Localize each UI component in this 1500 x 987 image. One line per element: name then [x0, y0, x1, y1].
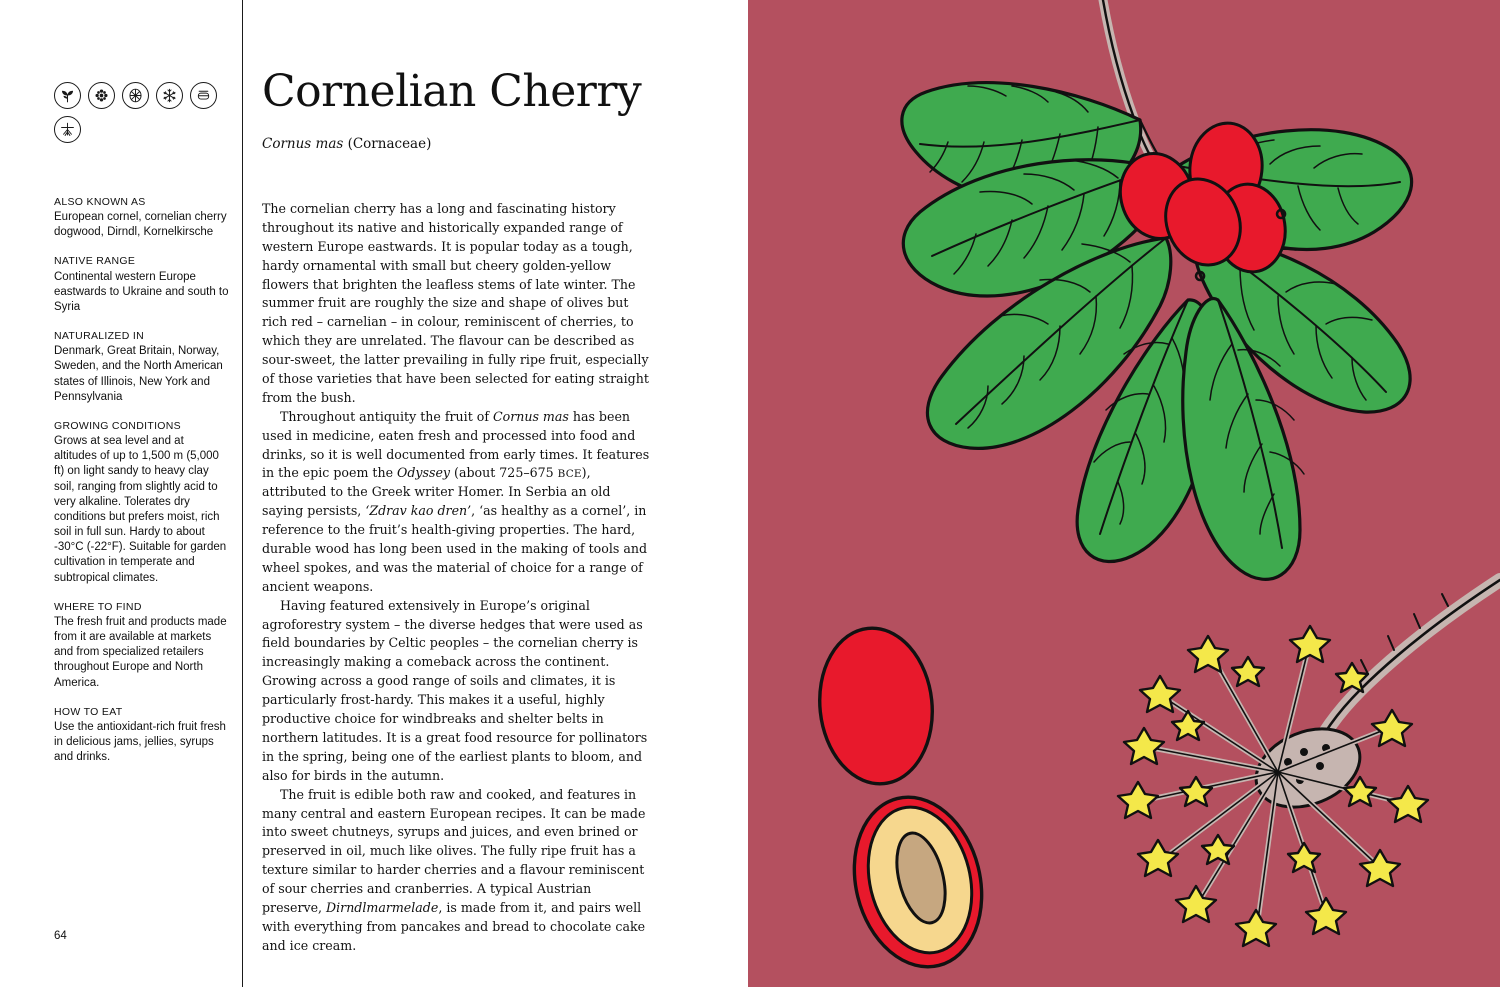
- snowflake-icon: [156, 82, 183, 109]
- p2-italic-species: Cornus mas: [493, 408, 569, 424]
- p2-text-d: ), attributed to the Greek writer Homer. In Serbia an old saying persists,: [262, 465, 611, 519]
- paragraph-3: Having featured extensively in Europe’s original agroforestry system – the diverse hedges that were used as field boundaries by Celtic peoples – the cornelian cherry is increasingly making a comeback across the continent. Growing across a good range of soils and climates, it is particularly frost-hardy. This makes it a useful, highly productive choice for windbreaks and shelter belts in northern latitudes. It is a great food resource for pollinators in the spring, being one of the earliest plants to bloom, and also for birds in the autumn.: [262, 597, 648, 783]
- page-number: 64: [54, 930, 67, 942]
- attribute-icon-row: [54, 82, 244, 143]
- sidebar-block: [54, 330, 229, 405]
- p4-italic-preserve: Dirndlmarmelade: [326, 899, 439, 915]
- p2-italic-serbian: ‘Zdrav kao dren’: [365, 503, 472, 519]
- p4-text-a: The fruit is edible both raw and cooked, and features in many central and eastern European recipes. It can be made into sweet chutneys, syrups and juices, and even brined or preserved in oil, much like olives. The fully ripe fruit has a texture similar to harder cherries and a flavour reminiscent of sour cherries and cranberries. A typical Austrian preserve,: [262, 786, 646, 915]
- p2-text-a: Throughout antiquity the fruit of: [280, 408, 493, 424]
- illustration-page: [748, 0, 1500, 987]
- p2-text-c: (about 725–675: [450, 465, 558, 481]
- seed-cluster-icon: [122, 82, 149, 109]
- p2-italic-odyssey: Odyssey: [397, 465, 451, 481]
- sidebar-block: [54, 420, 229, 586]
- p2-text-e: , ‘as healthy as a cornel’, in reference to the fruit’s health-giving properties. The hard, durable wood has long been used in the making of tools and wheel spokes, and was the material of choice for a range of ancient weapons.: [262, 503, 648, 594]
- species-family: (Cornaceae): [343, 136, 432, 152]
- sidebar-text: Continental western Europe eastwards to Ukraine and south to Syria: [54, 270, 229, 313]
- sidebar-label: NATURALIZED IN: [54, 330, 144, 343]
- sidebar-block: [54, 196, 229, 240]
- sidebar-text: Use the antioxidant-rich fruit fresh in delicious jams, jellies, syrups and drinks.: [54, 720, 226, 764]
- sidebar-text: European cornel, cornelian cherry dogwood, Dirndl, Kornelkirsche: [54, 211, 227, 239]
- sidebar-label: NATIVE RANGE: [54, 255, 136, 268]
- p2-smallcaps-bce: BCE: [557, 468, 582, 481]
- page-title: Cornelian Cherry: [262, 66, 642, 117]
- sidebar-label: HOW TO EAT: [54, 705, 123, 718]
- species-subtitle: [262, 136, 654, 152]
- left-page: [0, 0, 748, 987]
- cornelian-cherry-botanical-illustration: [748, 0, 1500, 987]
- paragraph-2: [262, 408, 654, 597]
- column-divider: [242, 0, 243, 987]
- sidebar-block: [54, 255, 229, 315]
- jar-icon: [190, 82, 217, 109]
- sidebar-label: ALSO KNOWN AS: [54, 196, 146, 208]
- flower-icon: [88, 82, 115, 109]
- paragraph-4: [262, 786, 654, 956]
- p4-text-b: , is made from it, and pairs well with everything from pancakes and bread to chocolate cake and ice cream.: [262, 899, 646, 953]
- sidebar-metadata: [54, 196, 229, 780]
- p2-text-b: has been used in medicine, eaten fresh and processed into food and drinks, so it is well documented from early times. It features in the epic poem the: [262, 408, 650, 481]
- sidebar-label: WHERE TO FIND: [54, 600, 142, 613]
- sidebar-text: The fresh fruit and products made from it are available at markets and from specialized retailers throughout Europe and North America.: [54, 615, 227, 689]
- leaf-sprig-icon: [54, 82, 81, 109]
- sidebar-block: [54, 601, 229, 691]
- paragraph-1: The cornelian cherry has a long and fascinating history throughout its native and historically expanded range of western Europe eastwards. It is popular today as a tough, hardy ornamental with small but cheery golden-yellow flowers that brighten the leafless stems of late winter. The summer fruit are roughly the size and shape of olives but rich red – carnelian – in colour, reminiscent of cherries, to which they are unrelated. The flavour can be described as sour-sweet, the latter prevailing in fully ripe fruit, especially of those varieties that have been selected for eating straight from the bush.: [262, 201, 649, 405]
- sidebar-text: Grows at sea level and at altitudes of up to 1,500 m (5,000 ft) on light sandy to heavy clay soil, ranging from slightly acid to very alkaline. Tolerates dry conditions but prefers moist, rich soil in full sun. Hardy to about -30°C (-22°F). Suitable for garden cultivation in temperate and subtropical climates.: [54, 435, 227, 584]
- root-system-icon: [54, 116, 81, 143]
- sidebar-block: [54, 706, 229, 766]
- article-body: [262, 200, 654, 956]
- sidebar-label: GROWING CONDITIONS: [54, 419, 181, 432]
- main-text-column: [262, 66, 654, 956]
- sidebar-text: Denmark, Great Britain, Norway, Sweden, and the North American states of Illinois, New York and Pennsylvania: [54, 345, 223, 403]
- species-latin-name: Cornus mas: [262, 136, 344, 152]
